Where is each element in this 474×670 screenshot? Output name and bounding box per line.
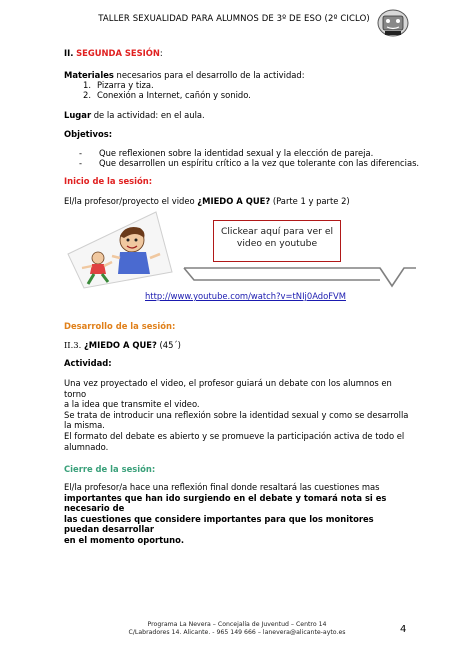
objective-item: - Que reflexionen sobre la identidad sexual y la elección de pareja. bbox=[79, 148, 374, 158]
activity-paragraph: Una vez proyectado el video, el profesor guiará un debate con los alumnos en torno a la idea que transmite el video. Se trata de introducir una reflexión sobre la identidad sexual y como se desarrolla la misma. El formato del debate es abierto y se promueve la participación activa de todo el alumnado. bbox=[64, 378, 409, 452]
materials-item: 1. Pizarra y tiza. bbox=[83, 80, 154, 90]
page-number: 4 bbox=[400, 624, 407, 635]
inicio-text: El/la profesor/proyecto el video ¿MIEDO A QUE? (Parte 1 y parte 2) bbox=[64, 196, 350, 206]
inicio-heading: Inicio de la sesión: bbox=[64, 176, 153, 186]
desarrollo-heading: Desarrollo de la sesión: bbox=[64, 321, 176, 331]
section-title: II. SEGUNDA SESIÓN: bbox=[64, 48, 163, 58]
page-header: TALLER SEXUALIDAD PARA ALUMNOS DE 3º DE ESO (2º CICLO) bbox=[98, 14, 370, 24]
page-footer: Programa La Nevera – Concejalía de Juventud – Centro 14 C/Labradores 14. Alicante. - 965 149 666 – lanevera@alicante-ayto.es bbox=[128, 621, 346, 637]
cierre-paragraph: El/la profesor/a hace una reflexión final donde resaltará las cuestiones mas importantes que han ido surgiendo en el debate y tomará nota si es necesario de las cuestiones que considere importantes para que los monitores puedan desarrollar en el momento oportuno. bbox=[64, 482, 387, 545]
video-thumbnail-illustration[interactable] bbox=[64, 208, 176, 290]
place-line: Lugar de la actividad: en el aula. bbox=[64, 110, 205, 120]
materials-intro: Materiales necesarios para el desarrollo de la actividad: bbox=[64, 70, 305, 80]
objectives-heading: Objetivos: bbox=[64, 129, 113, 139]
down-arrow-icon bbox=[180, 262, 424, 288]
objective-item: - Que desarrollen un espíritu crítico a la vez que tolerante con las diferencias. bbox=[79, 158, 420, 168]
video-link[interactable]: http://www.youtube.com/watch?v=tNIj0AdoFVM bbox=[145, 291, 346, 301]
materials-item: 2. Conexión a Internet, cañón y sonido. bbox=[83, 90, 251, 100]
subsection-title: II.3. ¿MIEDO A QUE? (45´) bbox=[64, 340, 181, 350]
cierre-heading: Cierre de la sesión: bbox=[64, 464, 156, 474]
youtube-callout-box[interactable]: Clickear aquí para ver el video en youtube bbox=[213, 220, 341, 262]
activity-heading: Actividad: bbox=[64, 358, 112, 368]
nevera-logo bbox=[376, 6, 410, 38]
